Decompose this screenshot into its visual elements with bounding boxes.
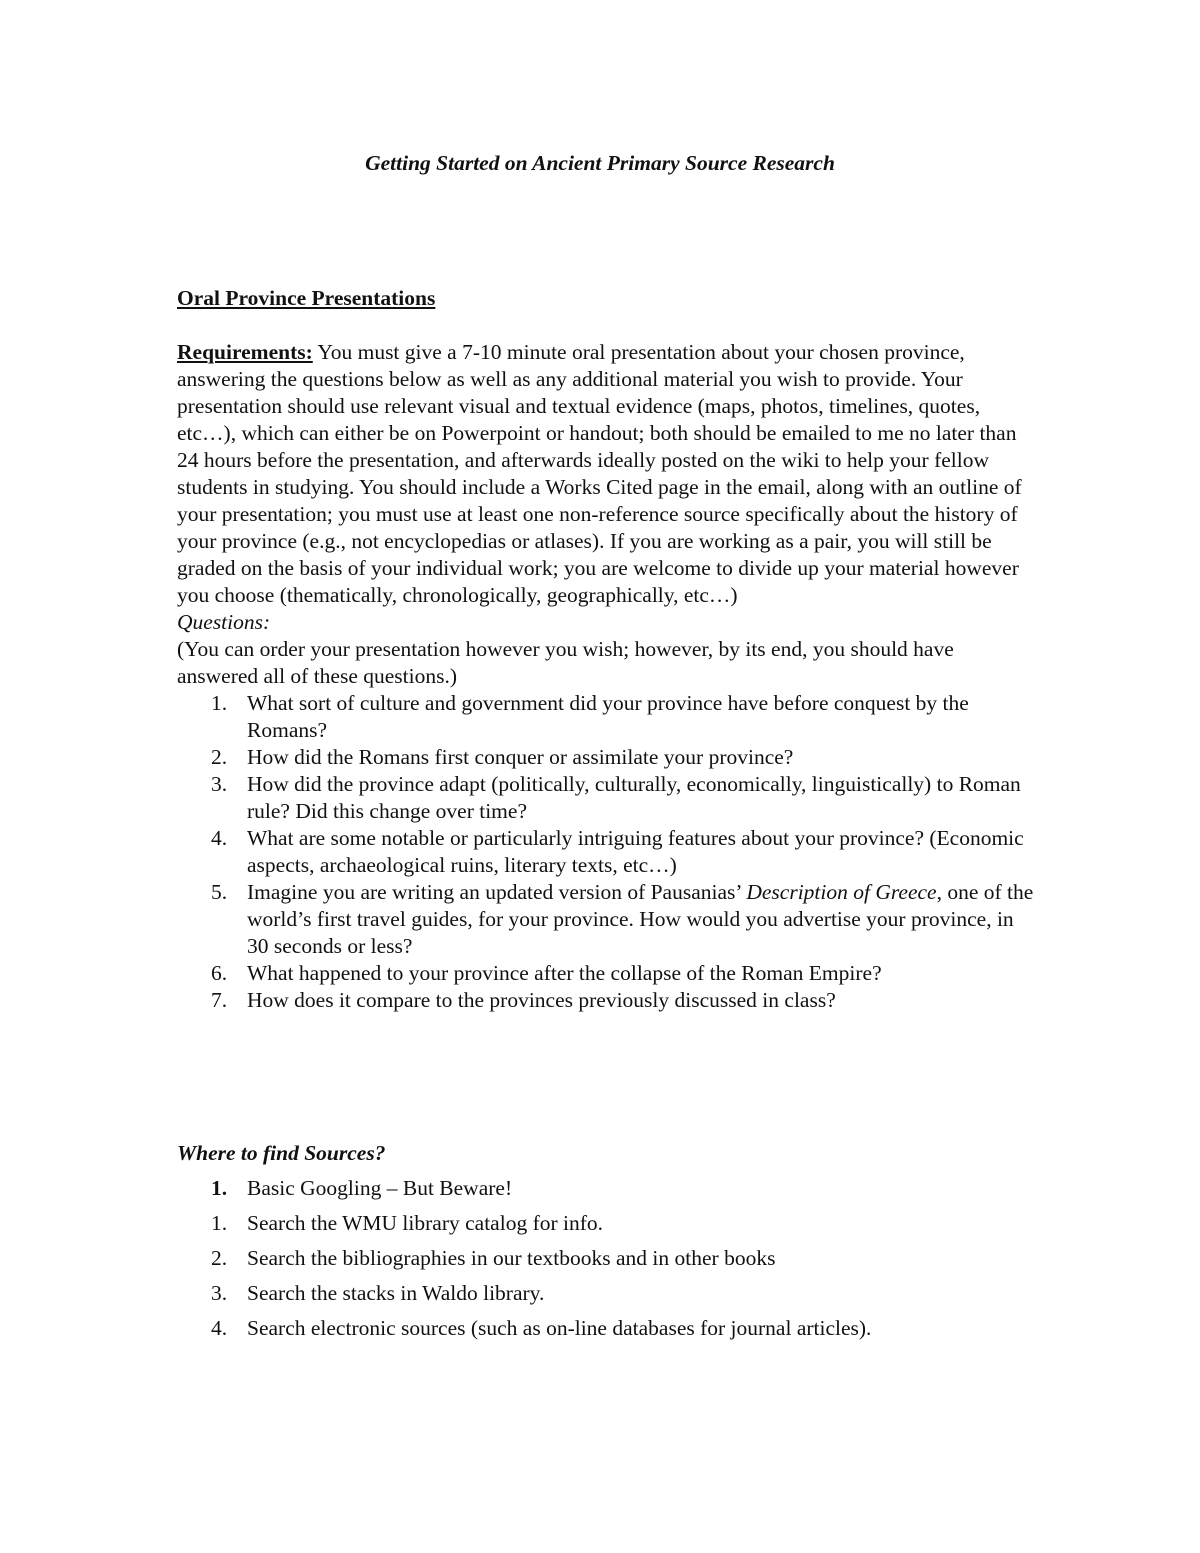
question-text: How did the province adapt (politically, culturally, economically, linguistically) to Roman rule? Did this change over time? (247, 772, 1021, 823)
source-number: 3. (211, 1281, 228, 1305)
source-number: 1. (211, 1211, 228, 1235)
source-number: 2. (211, 1246, 228, 1270)
question-number: 2. (211, 745, 228, 769)
question-number: 5. (211, 880, 228, 904)
source-text: Search electronic sources (such as on-line databases for journal articles). (247, 1316, 872, 1340)
question-text: How does it compare to the provinces previously discussed in class? (247, 988, 836, 1012)
source-number: 1. (211, 1176, 228, 1200)
requirements-text: You must give a 7-10 minute oral presentation about your chosen province, answering the questions below as well as any additional material you wish to provide. Your presentation should use relevant visual and textual evidence (maps, photos, timelines, quotes, etc…), which can either be on Powerpoint or handout; both should be emailed to me no later than 24 hours before the presentation, and afterwards ideally posted on the wiki to help your fellow students in studying. You should include a Works Cited page in the email, along with an outline of your presentation; you must use at least one non-reference source specifically about the history of your province (e.g., not encyclopedias or atlases). If you are working as a pair, you will still be graded on the basis of your individual work; you are welcome to divide up your material however you choose (thematically, chronologically, geographically, etc…) (177, 340, 1022, 607)
document-title: Getting Started on Ancient Primary Source Research (365, 151, 835, 175)
work-title: Description of Greece (746, 880, 937, 904)
question-text: What are some notable or particularly intriguing features about your province? (Economic aspects, archaeological ruins, literary texts, etc…) (247, 826, 1024, 877)
source-text: Search the bibliographies in our textbooks and in other books (247, 1246, 776, 1270)
questions-label: Questions: (177, 610, 271, 634)
question-text: How did the Romans first conquer or assimilate your province? (247, 745, 794, 769)
question-item (177, 690, 1037, 744)
question-text-after: , one of the world’s first travel guides, for your province. How would you advertise your province, in 30 seconds or less? (247, 880, 1034, 958)
source-item (177, 1280, 1037, 1315)
question-text: What happened to your province after the collapse of the Roman Empire? (247, 961, 882, 985)
requirements-label: Requirements: (177, 340, 313, 364)
sources-list (177, 1175, 1037, 1350)
question-number: 3. (211, 772, 228, 796)
sources-heading: Where to find Sources? (177, 1141, 386, 1165)
source-item (177, 1315, 1037, 1350)
question-text: What sort of culture and government did your province have before conquest by the Romans? (247, 691, 969, 742)
document-body (177, 285, 1037, 1340)
question-item (177, 744, 1037, 771)
source-item (177, 1210, 1037, 1245)
source-item (177, 1175, 1037, 1210)
source-item (177, 1245, 1037, 1280)
question-number: 4. (211, 826, 228, 850)
requirements-paragraph (177, 339, 1037, 609)
question-item (177, 771, 1037, 825)
questions-intro: (You can order your presentation however you wish; however, by its end, you should have answered all of these questions.) (177, 637, 954, 688)
source-text: Basic Googling – But Beware! (247, 1176, 513, 1200)
question-item (177, 960, 1037, 987)
question-number: 1. (211, 691, 228, 715)
source-text: Search the WMU library catalog for info. (247, 1211, 604, 1235)
source-number: 4. (211, 1316, 228, 1340)
questions-list (177, 690, 1037, 1014)
question-item (177, 879, 1037, 960)
question-item (177, 987, 1037, 1014)
question-text-before: Imagine you are writing an updated version of Pausanias’ (247, 880, 747, 904)
question-number: 7. (211, 988, 228, 1012)
source-text: Search the stacks in Waldo library. (247, 1281, 545, 1305)
question-number: 6. (211, 961, 228, 985)
question-item (177, 825, 1037, 879)
section-heading: Oral Province Presentations (177, 286, 436, 310)
